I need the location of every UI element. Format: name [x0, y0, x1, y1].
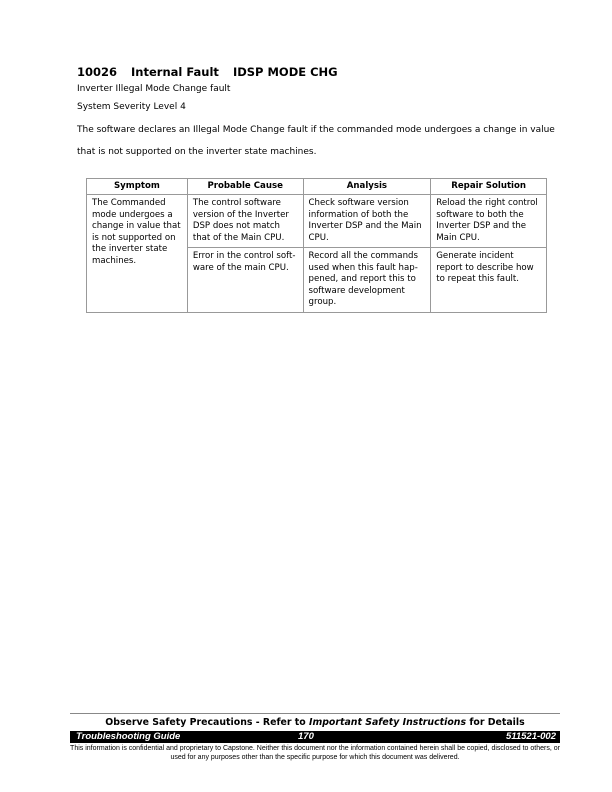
fault-explanation: The software declares an Illegal Mode Change fault if the commanded mode undergoes a change in value that is not supported on the inverter state machines.	[77, 125, 555, 157]
safety-prefix: Observe Safety Precautions - Refer to	[105, 717, 309, 728]
repair-cell: Reload the right control software to both the Inverter DSP and the Main CPU.	[431, 195, 547, 248]
header-analysis: Analysis	[303, 179, 431, 195]
cause-cell: Error in the control soft-ware of the main CPU.	[187, 248, 303, 313]
safety-suffix: for Details	[466, 717, 525, 728]
fault-id: IDSP MODE CHG	[232, 65, 338, 79]
symptom-cell: The Commanded mode undergoes a change in value that is not supported on the inverter state machines.	[87, 195, 188, 313]
table-header-row	[87, 179, 547, 195]
fault-name: Internal Fault	[131, 65, 219, 79]
safety-reference: Important Safety Instructions	[308, 717, 467, 728]
repair-cell: Generate incident report to describe how to repeat this fault.	[431, 248, 547, 313]
cause-cell: The control software version of the Inverter DSP does not match that of the Main CPU.	[187, 195, 303, 248]
fault-heading	[77, 65, 348, 79]
fault-description: Inverter Illegal Mode Change fault	[77, 84, 231, 94]
header-symptom: Symptom	[87, 179, 188, 195]
header-repair-solution: Repair Solution	[431, 179, 547, 195]
analysis-cell: Check software version information of both the Inverter DSP and the Main CPU.	[303, 195, 431, 248]
severity-level: System Severity Level 4	[77, 102, 186, 112]
header-probable-cause: Probable Cause	[187, 179, 303, 195]
guide-title: Troubleshooting Guide	[76, 731, 181, 742]
confidentiality-notice: This information is confidential and proprietary to Capstone. Neither this document nor the information contained herein shall be copied, disclosed to others, or used for any purposes other than the specific purpose for which this document was delivered.	[70, 745, 560, 761]
footer-bar	[70, 731, 560, 743]
page-number: 170	[298, 731, 314, 742]
analysis-cell: Record all the commands used when this fault hap-pened, and report this to software development group.	[303, 248, 431, 313]
document-number: 511521-002	[505, 731, 556, 742]
fault-code: 10026	[77, 65, 118, 79]
safety-notice	[70, 713, 560, 728]
troubleshooting-table	[86, 178, 547, 313]
table-row	[87, 195, 547, 248]
